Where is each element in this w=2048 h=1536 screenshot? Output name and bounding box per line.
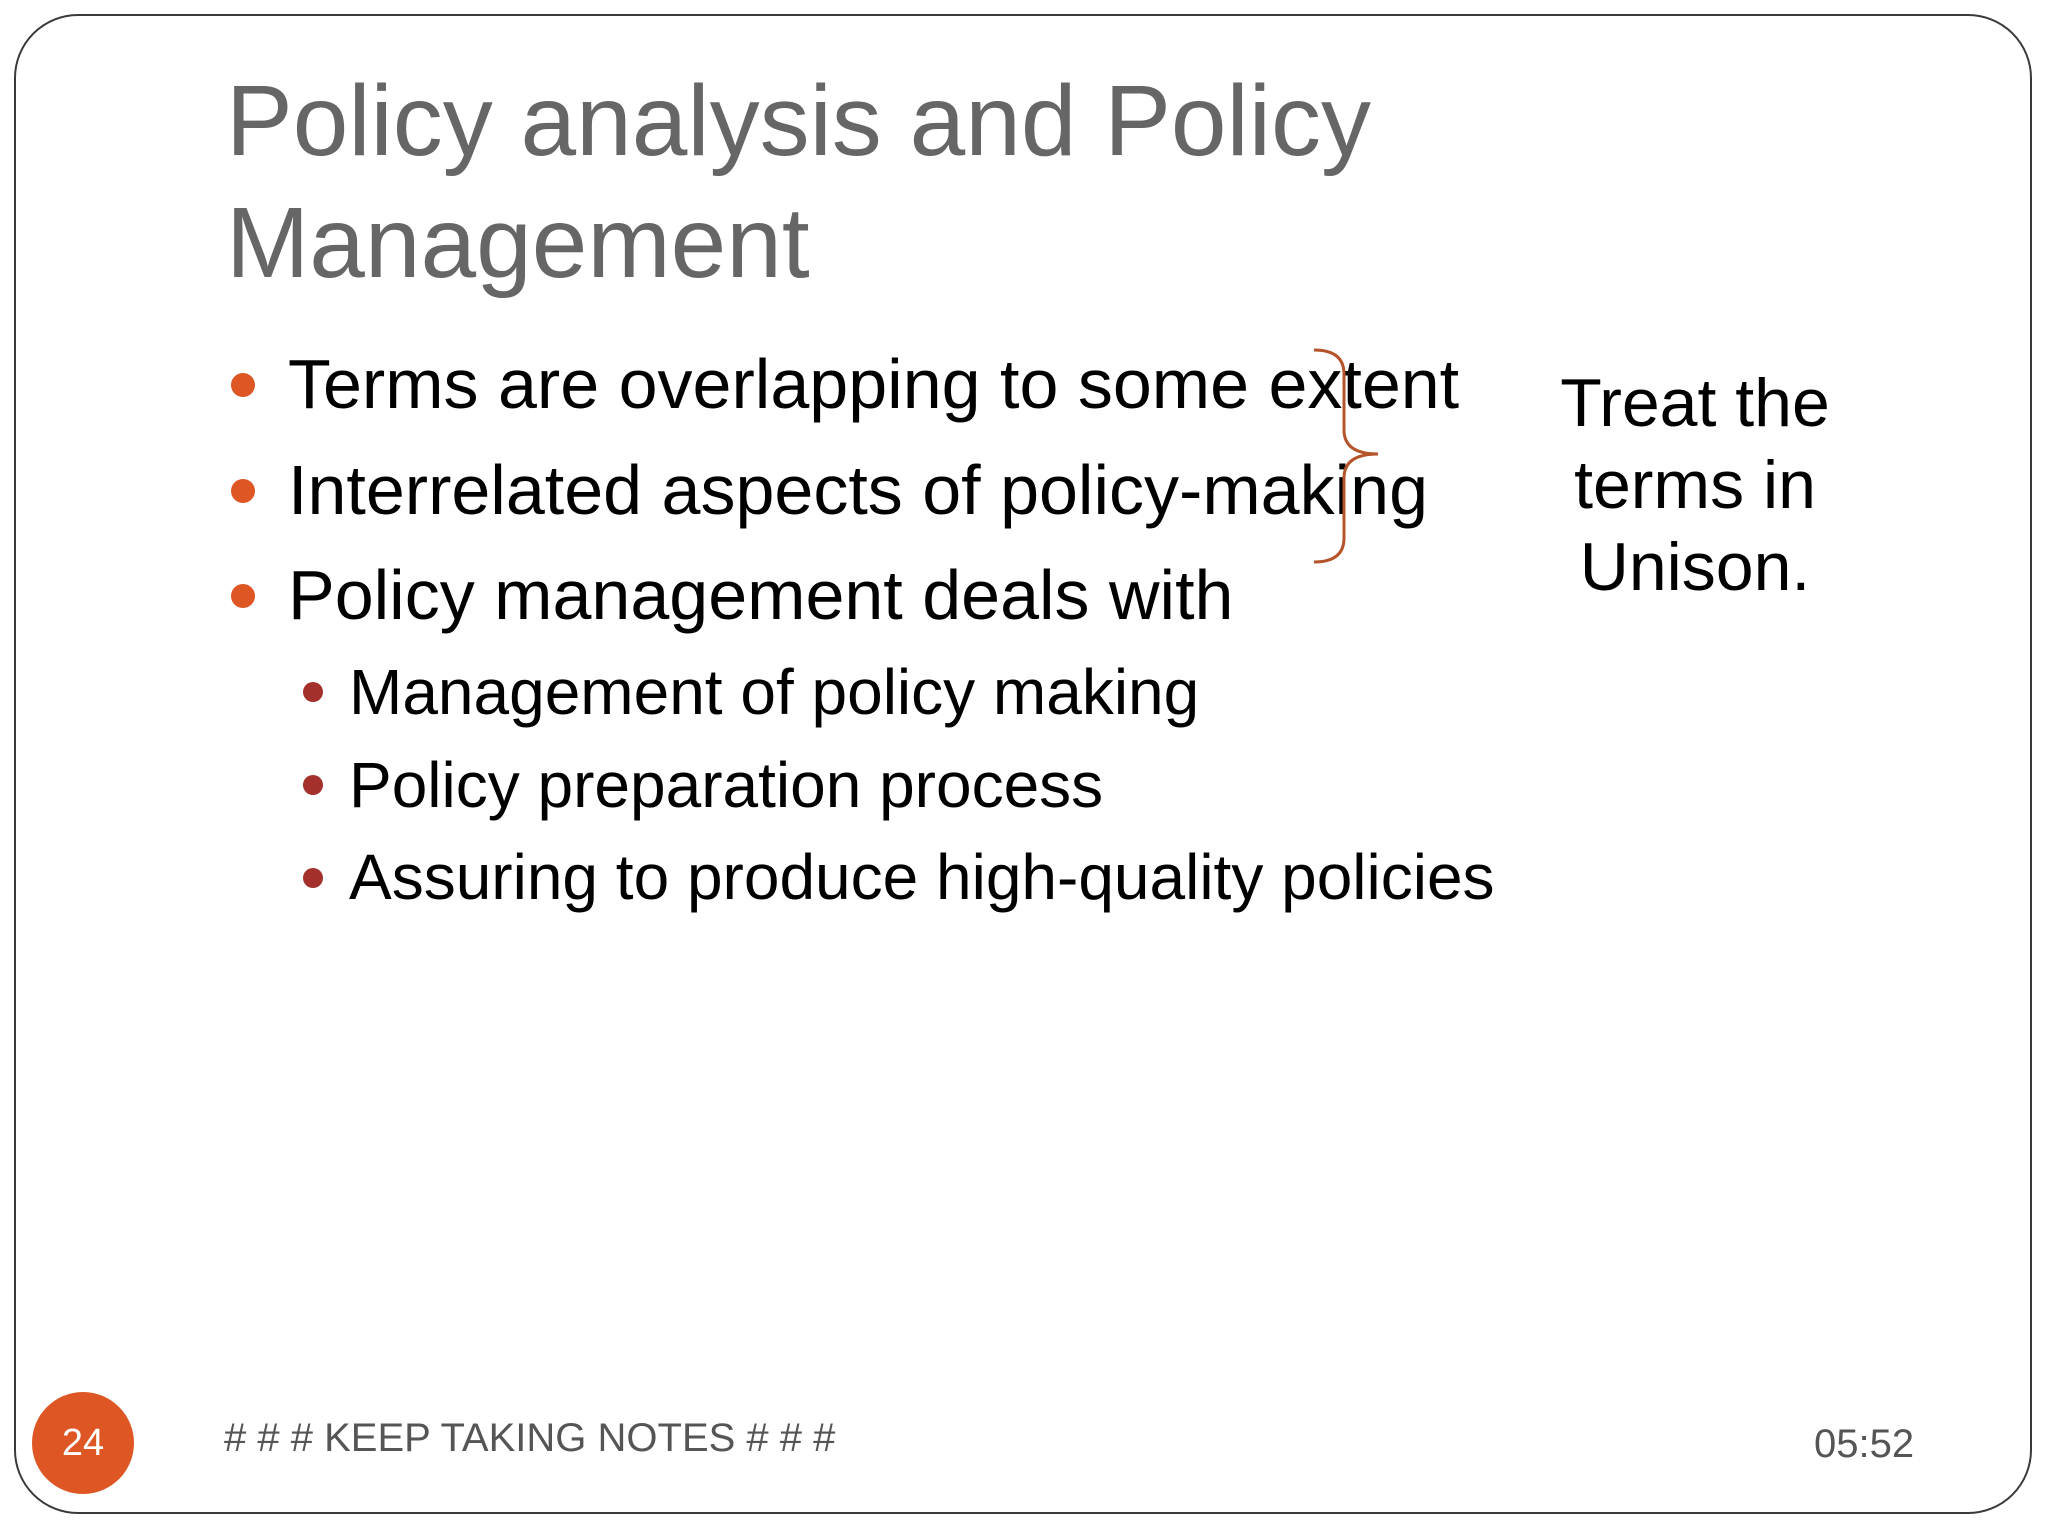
sub-bullet-text: Management of policy making [349, 656, 1200, 728]
bullet-text: Policy management deals with [288, 556, 1234, 634]
side-note-line-3: Unison. [1579, 529, 1811, 605]
slide-number-badge: 24 [32, 1392, 134, 1494]
side-note-line-1: Treat the [1560, 365, 1830, 441]
bullet-dot [231, 373, 255, 397]
curly-brace-path [1314, 350, 1378, 562]
bullet-text: Interrelated aspects of policy-making [288, 451, 1428, 529]
bullet-dot [231, 584, 255, 608]
slide-title-line-2: Management [226, 187, 810, 299]
bullet-text: Terms are overlapping to some extent [288, 345, 1460, 423]
sub-bullet-text: Policy preparation process [349, 749, 1104, 821]
side-note [1530, 362, 1860, 608]
curly-brace [1300, 346, 1390, 566]
sub-bullet-dot [303, 682, 323, 702]
bullet-dot [231, 479, 255, 503]
side-note-line-2: terms in [1574, 447, 1816, 523]
footer-time: 05:52 [1814, 1422, 1915, 1466]
footer-note: # # # KEEP TAKING NOTES # # # [224, 1416, 836, 1460]
sub-bullet-text: Assuring to produce high-quality policies [349, 841, 1495, 913]
slide-title-line-1: Policy analysis and Policy [226, 65, 1371, 177]
slide-title [226, 60, 1626, 304]
sub-bullet-dot [303, 868, 323, 888]
sub-bullet-dot [303, 775, 323, 795]
